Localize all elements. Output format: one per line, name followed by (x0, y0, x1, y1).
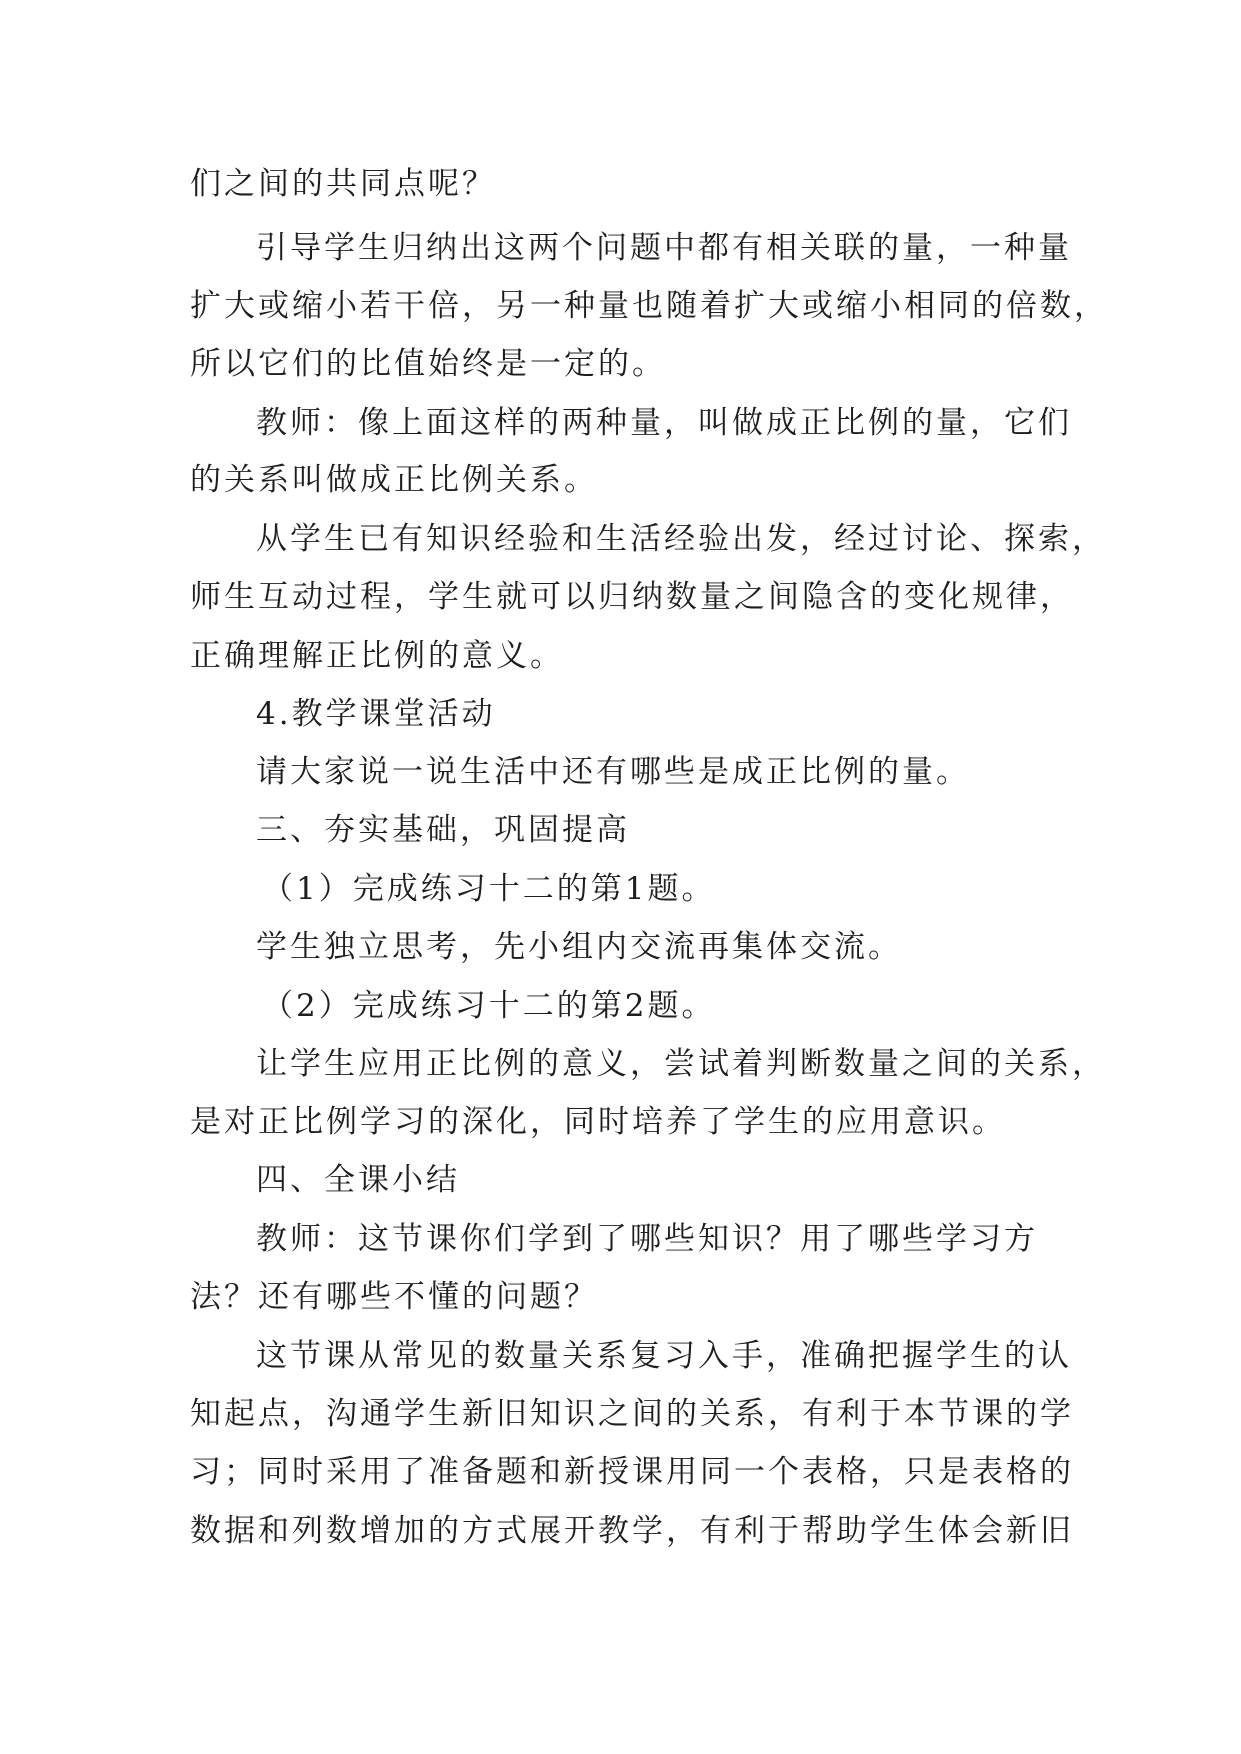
text-line: 扩大或缩小若干倍，另一种量也随着扩大或缩小相同的倍数， (190, 288, 1108, 324)
section-heading: 三、夯实基础，巩固提高 (256, 812, 630, 848)
text-line: 的关系叫做成正比例关系。 (190, 462, 598, 498)
text-line: 习；同时采用了准备题和新授课用同一个表格，只是表格的 (190, 1454, 1074, 1490)
text-line: 师生互动过程，学生就可以归纳数量之间隐含的变化规律， (190, 579, 1074, 615)
exercise-item: （1）完成练习十二的第1题。 (262, 871, 716, 907)
text-line: 教师：这节课你们学到了哪些知识？用了哪些学习方 (256, 1221, 1038, 1257)
text-line: 所以它们的比值始终是一定的。 (190, 346, 666, 382)
text-line: 是对正比例学习的深化，同时培养了学生的应用意识。 (190, 1104, 1006, 1140)
exercise-item: （2）完成练习十二的第2题。 (262, 988, 716, 1024)
text-line: 引导学生归纳出这两个问题中都有相关联的量，一种量 (256, 230, 1072, 266)
section-heading: 4.教学课堂活动 (256, 696, 496, 732)
text-line: 知起点，沟通学生新旧知识之间的关系，有利于本节课的学 (190, 1396, 1074, 1432)
text-line: 们之间的共同点呢？ (190, 166, 496, 202)
text-line: 从学生已有知识经验和生活经验出发，经过讨论、探索， (256, 521, 1106, 557)
text-line: 请大家说一说生活中还有哪些是成正比例的量。 (256, 754, 970, 790)
text-line: 让学生应用正比例的意义，尝试着判断数量之间的关系， (256, 1046, 1106, 1082)
text-line: 学生独立思考，先小组内交流再集体交流。 (256, 929, 902, 965)
section-heading: 四、全课小结 (256, 1162, 460, 1198)
text-line: 法？还有哪些不懂的问题？ (190, 1279, 598, 1315)
text-line: 这节课从常见的数量关系复习入手，准确把握学生的认 (256, 1338, 1072, 1374)
text-line: 教师：像上面这样的两种量，叫做成正比例的量，它们 (256, 405, 1072, 441)
text-line: 数据和列数增加的方式展开教学，有利于帮助学生体会新旧 (190, 1513, 1074, 1549)
text-line: 正确理解正比例的意义。 (190, 638, 564, 674)
